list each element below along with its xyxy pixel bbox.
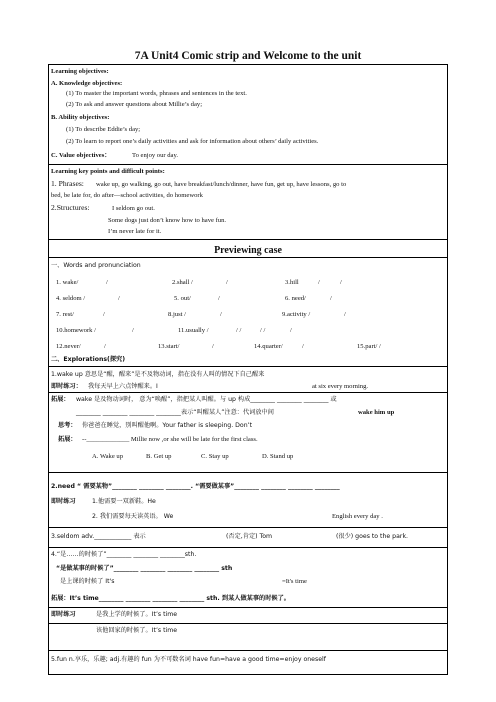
word-slash: / / <box>236 327 242 334</box>
knowledge-item-2: (2) To ask and answer questions about Millie’s day; <box>66 101 203 108</box>
row-divider-11 <box>48 650 448 651</box>
word-11: 11.usually / <box>178 327 209 334</box>
word-6: 6. need/ <box>285 295 306 302</box>
value-text: To enjoy our day. <box>132 152 178 159</box>
e2-practice-2-end: English every day . <box>332 513 383 520</box>
word-slash: / <box>103 311 105 318</box>
structures-label: 2.Structures: <box>51 203 90 212</box>
e2-practice-label: 即时练习 <box>51 498 76 505</box>
word-slash: / <box>226 279 228 286</box>
word-slash: / <box>318 279 320 286</box>
word-slash: / <box>290 327 292 334</box>
e4-practice-2: 该他回家的时候了。It’s time <box>96 627 178 634</box>
word-3: 3.hill <box>285 279 299 286</box>
objectives-heading: Learning objectives: <box>51 68 109 75</box>
word-12: 12.never/ <box>56 343 81 350</box>
e1-extend: wake 是及物动词时， 意为“唤醒”，指把某人叫醒。与 up 构成________ ________ ________ 或 <box>76 396 337 403</box>
knowledge-heading: A. Knowledge objectives: <box>51 80 123 87</box>
word-slash: / <box>220 311 222 318</box>
word-slash: / <box>118 295 120 302</box>
keypoints-heading: Learning key points and difficult points: <box>51 168 165 175</box>
e3-line-1: 3.seldom adv.____________ 表示 <box>51 533 146 540</box>
row-divider-2 <box>48 239 448 240</box>
e1-option-a: A. Wake up <box>92 453 124 460</box>
words-heading: 一、Words and pronunciation <box>51 262 141 269</box>
word-10: 10.homework / <box>56 327 96 334</box>
e3-line-1-mid: (否定,肯定) Tom <box>226 533 273 540</box>
e1-extend-label-2: 拓展： <box>58 436 77 443</box>
word-15: 15.part/ / <box>357 343 381 350</box>
row-divider-7 <box>48 527 448 528</box>
e4-extend: 拓展：It’s time________ ________ ________ ________ sth. 到某人做某事的时候了。 <box>51 595 290 602</box>
row-divider-5 <box>48 392 448 393</box>
word-5: 5. out/ <box>174 295 191 302</box>
e1-extend-2-end: wake him up <box>358 409 395 416</box>
value-heading: C. Value objectives： <box>51 152 111 159</box>
structure-1: I seldom go out. <box>112 205 155 212</box>
word-slash: / <box>132 327 134 334</box>
word-2: 2.shall / <box>172 279 193 286</box>
structure-3: I’m never late for it. <box>108 228 162 235</box>
explorations-heading: 二、Explorations(探究) <box>51 356 126 363</box>
e1-extend-2: ________ ________ ________ ________表示“叫醒某人”注意：代词放中间 <box>76 409 274 416</box>
word-slash: / <box>344 311 346 318</box>
e1-practice-end: at six every morning. <box>312 383 369 390</box>
row-divider-9 <box>48 607 448 608</box>
word-9: 9.activity / <box>282 311 311 318</box>
phrases-label: 1. Phrases: <box>51 179 84 188</box>
word-13: 13.start/ <box>158 343 180 350</box>
word-slash: / <box>104 343 106 350</box>
phrases-text: wake up, go walking, go out, have breakfast/lunch/dinner, have fun, get up, have lessons, go to <box>96 181 347 188</box>
ability-item-1: (1) To describe Eddie’s day; <box>66 126 141 133</box>
word-slash: / <box>218 295 220 302</box>
word-4: 4. seldom / <box>56 295 86 302</box>
row-divider-8 <box>48 547 448 548</box>
e1-practice: 我每天早上六点钟醒来。I <box>88 383 158 390</box>
row-divider-6 <box>48 472 448 473</box>
e2-line-1: 2.need “ 需要某物”________ ________ ________. “需要做某事”________ ________ ________ ________ <box>51 483 340 490</box>
ability-heading: B. Ability objectives: <box>51 114 110 121</box>
e4-line-2: “是做某事的时候了”________ ________ ________ ________ sth <box>56 565 233 572</box>
e5-line-1: 5.fun n.享乐，乐趣; adj.有趣的 fun 为不可数名词 have fun=have a good time=enjoy oneself <box>51 656 326 663</box>
phrases-text-2: bed, be late for, do after—school activities, do homework <box>51 192 203 199</box>
e1-think-label: 思考： <box>58 422 77 429</box>
e1-practice-label: 即时练习： <box>51 383 82 390</box>
word-slash: / <box>302 343 304 350</box>
row-divider-3 <box>48 257 448 258</box>
e4-line-1: 4.“是……的时候了”________ ________ ________sth. <box>51 551 197 558</box>
word-slash: / <box>106 279 108 286</box>
e4-practice-1: 是我上学的时候了。It’s time <box>96 611 178 618</box>
word-slash: / <box>340 279 342 286</box>
e1-line-1: 1.wake up 意思是“醒，醒来”是不及物动词，指在没有人叫的情况下自己醒来 <box>51 371 265 378</box>
e4-practice-label: 即时练习 <box>51 611 76 618</box>
word-slash: / / <box>260 327 266 334</box>
word-slash: / <box>330 295 332 302</box>
word-14: 14.quarter/ <box>254 343 283 350</box>
e2-practice-2: 2. 我们需要每天读英语。 We <box>92 513 174 520</box>
e4-line-3-end: =It's time <box>282 578 307 585</box>
e1-question: --_____________ Millie now ,or she will be late for the first class. <box>82 436 258 443</box>
e1-option-d: D. Stand up <box>262 453 294 460</box>
e2-practice-1: 1.他需要一双新鞋。He <box>92 498 156 505</box>
word-7: 7. rest/ <box>56 311 74 318</box>
e1-extend-label: 拓展： <box>51 396 70 403</box>
previewing-heading: Previewing case <box>214 245 282 256</box>
word-1: 1. wake/ <box>56 279 79 286</box>
e1-option-c: C. Stay up <box>201 453 229 460</box>
ability-item-2: (2) To learn to report one’s daily activities and ask for information about others’ daily activities. <box>66 138 319 145</box>
e1-think: 你爸爸在睡觉，别叫醒他啊。Your father is sleeping. Don’t <box>82 422 253 429</box>
row-divider-10 <box>48 623 448 624</box>
e4-line-3: 是上课的时候了 It's <box>60 578 115 585</box>
e3-line-1-end: (很少) goes to the park. <box>336 533 408 540</box>
structure-2: Some dogs just don’t know how to have fun. <box>108 217 227 224</box>
row-divider-4 <box>48 366 448 367</box>
page-title: 7A Unit4 Comic strip and Welcome to the unit <box>134 50 362 62</box>
e1-option-b: B. Get up <box>146 453 172 460</box>
row-divider-1 <box>48 164 448 165</box>
knowledge-item-1: (1) To master the important words, phrases and sentences in the text. <box>66 90 247 97</box>
word-8: 8.just / <box>168 311 186 318</box>
word-slash: / <box>212 343 214 350</box>
